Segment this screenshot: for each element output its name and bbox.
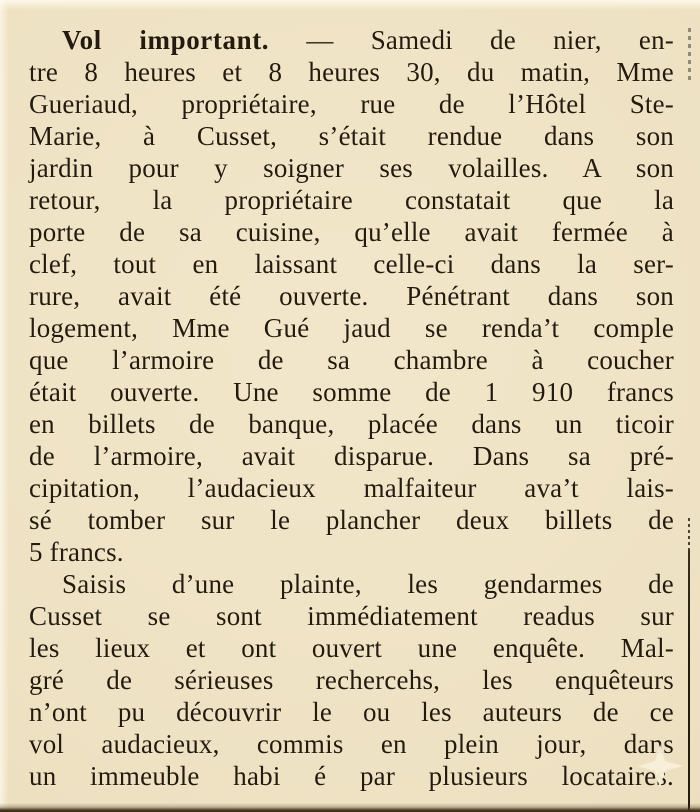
article-line-9: rure, avait été ouverte. Pénétrant dans son: [29, 281, 674, 311]
article-line-24: un immeuble habi é par plusieurs locataires.: [29, 761, 674, 791]
article-line-21: gré de sérieuses rechercehs, les enquêteurs: [29, 665, 674, 695]
column-rule-dotted-lead: [688, 518, 690, 554]
scan-edge-bottom-shadow: [0, 803, 700, 812]
column-rule-dashed-top: [688, 28, 691, 80]
article-line-7: porte de sa cuisine, qu’elle avait fermée à: [29, 217, 674, 247]
article-line-20: les lieux et ont ouvert une enquête. Mal-: [29, 633, 674, 663]
article-line-6: retour, la propriétaire constatait que la: [29, 185, 674, 215]
article-line-2: tre 8 heures et 8 heures 30, du matin, Mme: [29, 57, 674, 87]
article-lead-word: Vol important.: [62, 25, 270, 55]
article-line-1: [29, 24, 674, 56]
column-rule-solid: [688, 550, 691, 812]
article-line-19: Cusset se sont immédiatement readus sur: [29, 601, 674, 631]
article-line-16: sé tomber sur le plancher deux billets de: [29, 505, 674, 535]
article-line-11: que l’armoire de sa chambre à coucher: [29, 345, 674, 375]
article-line-14: de l’armoire, avait disparue. Dans sa pré-: [29, 441, 674, 471]
article-line-12: était ouverte. Une somme de 1 910 francs: [29, 377, 674, 407]
article-line-5: jardin pour y soigner ses volailles. A son: [29, 153, 674, 183]
article-line-10: logement, Mme Gué jaud se renda’t comple: [29, 313, 674, 343]
lead-dash: —: [306, 25, 334, 55]
article-line-17: 5 francs.: [29, 537, 124, 567]
article-line-8: clef, tout en laissant celle-ci dans la ser-: [29, 249, 674, 279]
article-line-4: Marie, à Cusset, s’était rendue dans son: [29, 121, 674, 151]
article-line-15: cipitation, l’audacieux malfaiteur ava’t lais-: [29, 473, 674, 503]
article-line-22: n’ont pu découvrir le ou les auteurs de ce: [29, 697, 674, 727]
article-line-1-rest: Samedi de nier, en-: [370, 25, 674, 55]
article-line-13: en billets de banque, placée dans un ticoir: [29, 409, 674, 439]
article-line-23: vol audacieux, commis en plein jour, dans: [29, 729, 674, 759]
article-line-18: Saisis d’une plainte, les gendarmes de: [62, 569, 674, 599]
article-line-3: Gueriaud, propriétaire, rue de l’Hôtel Ste-: [29, 89, 674, 119]
